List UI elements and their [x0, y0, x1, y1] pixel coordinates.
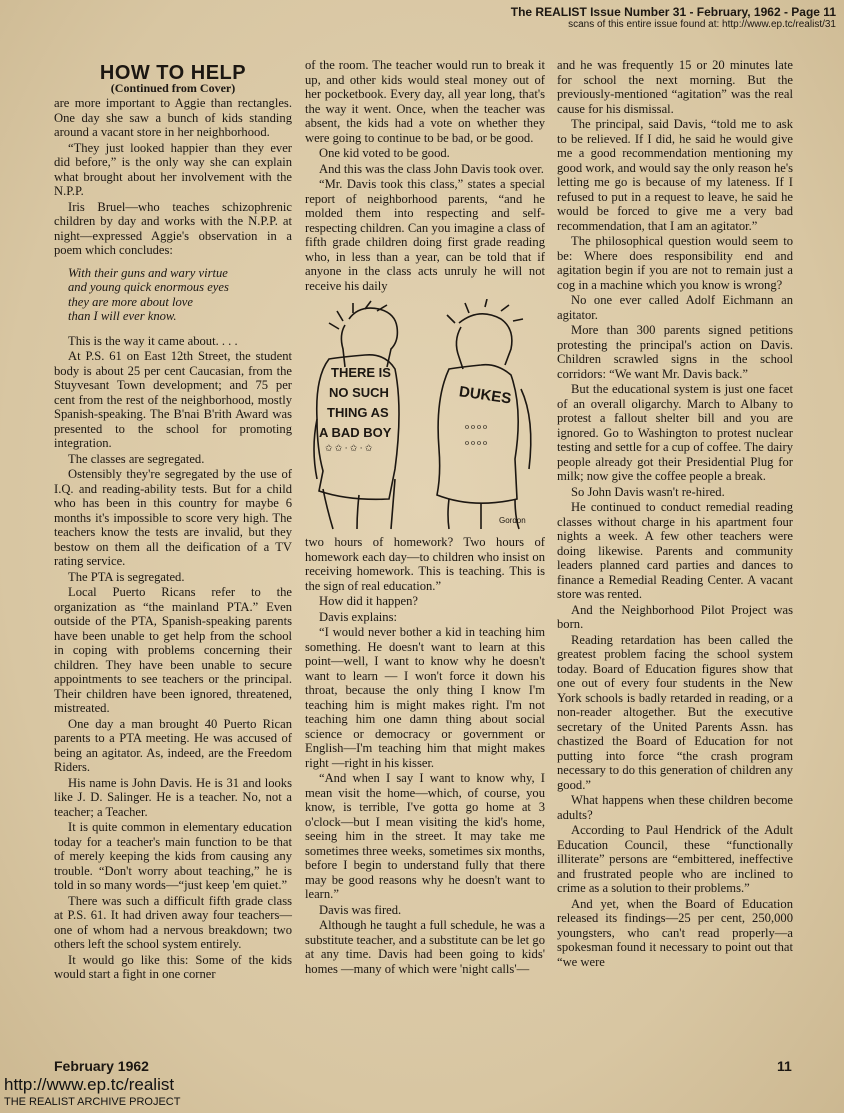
cartoon-sign-line: THING AS: [327, 405, 389, 420]
footer-date: February 1962: [54, 1058, 149, 1074]
column-2: [305, 58, 545, 977]
paragraph: Iris Bruel—who teaches schizophrenic children by day and works with the N.P.P. at night—expressed Aggie's observation in a poem which concludes:: [54, 199, 292, 257]
paragraph: “I would never bother a kid in teaching him something. He doesn't want to learn at this point—well, I want to know why he doesn't want to learn — I won't force it down his throat, because the only thing I know I'm teaching him is might makes right. I'm not teaching him one damn thing about social science or democracy or government or English—I'm teaching him that might makes right —right in his kisser.: [305, 625, 545, 770]
paragraph: One day a man brought 40 Puerto Rican parents to a PTA meeting. He was accused of being an agitator. As, indeed, are the Freedom Riders.: [54, 716, 292, 774]
poem: [68, 266, 292, 324]
cartoon-signature: Gordon: [499, 516, 526, 525]
paragraph: Although he taught a full schedule, he was a substitute teacher, and a substitute can be let go at any time. Davis had been going to kids' homes —many of which were 'night calls'—: [305, 918, 545, 976]
article-title: HOW TO HELP: [99, 62, 247, 84]
paragraph: This is the way it came about. . . .: [68, 333, 238, 348]
cartoon-illustration: [309, 299, 539, 531]
paragraph: There was such a difficult fifth grade class at P.S. 61. It had driven away four teachers—one of whom had a nervous breakdown; two others left the school system entirely.: [54, 893, 292, 951]
paragraph: two hours of homework? Two hours of homework each day—to children who insist on receiving homework. This is teaching. This is the sign of real education.”: [305, 535, 545, 593]
paragraph: and he was frequently 15 or 20 minutes late for school the next morning. But the previously-mentioned “agitation” was the real cause for his dismissal.: [557, 58, 793, 116]
article-subtitle: (Continued from Cover): [110, 80, 236, 95]
paragraph: And the Neighborhood Pilot Project was born.: [557, 602, 793, 631]
paragraph: The philosophical question would seem to be: Where does responsibility end and agitation begin if you are not to remain just a cog in a machine which you know is wrong?: [557, 234, 793, 292]
paragraph: “And when I say I want to know why, I mean visit the home—which, of course, you know, is terrible, I've gotta go home at 3 o'clock—but I mean visiting the kid's home, seeing him in the street. It may take me sometimes three weeks, sometimes six months, before I begin to understand fully that there may be good reasons why he doesn't want to learn.”: [305, 771, 545, 901]
paragraph: According to Paul Hendrick of the Adult Education Council, these “functionally illiterate” persons are “embittered, ineffective and frustrated people who are inclined to crime as a solution to their problems.”: [557, 823, 793, 895]
star-decoration: ✩ ✩ · ✩ · ✩: [325, 443, 373, 453]
paragraph: “They just looked happier than they ever did before,” is the only way she can explain what brought about her involvement with the N.P.P.: [54, 140, 292, 198]
paragraph: And yet, when the Board of Education released its findings—25 per cent, 250,000 youngsters, who can't read properly—a spokesman found it necessary to point out that “we were: [557, 896, 793, 969]
paragraph: What happens when these children become adults?: [557, 793, 793, 822]
scans-link[interactable]: scans of this entire issue found at: http://www.ep.tc/realist/31: [568, 19, 836, 30]
paragraph: Davis was fired.: [319, 902, 402, 917]
poem-line: With their guns and wary virtue: [68, 265, 228, 280]
paragraph: The PTA is segregated.: [68, 569, 185, 584]
paragraph: It is quite common in elementary education today for a teacher's main function to be that of merely keeping the kids from causing any trouble. “Don't worry about teaching,” he is told in so many words—“just keep 'em quiet.”: [54, 820, 292, 892]
cartoon-jacket-text: DUKES: [457, 383, 513, 408]
paragraph: His name is John Davis. He is 31 and looks like J. D. Salinger. He is a teacher. No, not a teacher; a Teacher.: [54, 775, 292, 819]
paragraph: How did it happen?: [319, 594, 418, 608]
cartoon-sign-line: THERE IS: [331, 365, 391, 380]
paragraph: Ostensibly they're segregated by the use of I.Q. and reading-ability tests. But for a child who has been in this country for maybe 6 months it's impossible to score very high. The teachers know the tests are invalid, but they bestow on them all the deification of a TV rating service.: [54, 467, 292, 568]
cartoon-sign-line: NO SUCH: [329, 385, 389, 400]
studs-decoration: o o o o: [465, 438, 487, 447]
cartoon-sign-line: A BAD BOY: [319, 425, 392, 440]
page-number: 11: [777, 1058, 792, 1074]
paragraph: More than 300 parents signed petitions protesting the principal's action on Davis. Children scrawled signs in the school corridors: “We want Mr. Davis back.”: [557, 323, 793, 381]
archive-name: THE REALIST ARCHIVE PROJECT: [4, 1096, 181, 1108]
paragraph: It would go like this: Some of the kids would start a fight in one corner: [54, 952, 292, 981]
paragraph: Reading retardation has been called the greatest problem facing the school system today. Board of Education figures show that one out of every four students in the New York schools is badly retarded in reading, or a non-reader altogether. But the executive secretary of the United Parents Assn. has chastized the Board of Education for not putting into force “the crash program necessary to do this generation of children any good.”: [557, 632, 793, 792]
paragraph: Local Puerto Ricans refer to the organization as “the mainland PTA.” Even outside of the PTA, Spanish-speaking parents have been unable to get help from the school in coping with problems concerning their children. They have been unable to secure appointments to see teachers or the principal. Their children have been ignored, threatened, mistreated.: [54, 585, 292, 715]
paragraph: No one ever called Adolf Eichmann an agitator.: [557, 293, 793, 322]
paragraph: “Mr. Davis took this class,” states a special report of neighborhood parents, “and he molded them into respecting and self-respecting children. Can you imagine a class of fifth grade children doing first grade reading who, in less than a year, can be told that if anyone in the class acts unruly he will not receive his daily: [305, 177, 545, 293]
paragraph: So John Davis wasn't re-hired.: [571, 484, 725, 499]
paragraph: Davis explains:: [319, 609, 397, 624]
studs-decoration: o o o o: [465, 422, 487, 431]
paragraph: The principal, said Davis, “told me to ask to be relieved. If I did, he said he would give me a good recommendation mentioning my good work, and would say the only reason he's letting me go is because of my lateness. If I refused to put in a request to leave, he said he would be forced to give me a very bad recommendation, that I am an agitator.”: [557, 117, 793, 233]
paragraph: At P.S. 61 on East 12th Street, the student body is about 25 per cent Caucasian, from the Stuyvesant Town development; and 75 per cent from the rest of the neighborhood, mostly Spanish-speaking. The B'nai B'rith Award was presented to the school for promoting integration.: [54, 349, 292, 450]
poem-line: than I will ever know.: [68, 309, 177, 323]
paragraph: The classes are segregated.: [68, 451, 205, 466]
column-3: [557, 58, 793, 970]
paragraph: But the educational system is just one facet of an overall oligarchy. March to Albany to protest a fallout shelter bill and you are ignored. Go to Washington to protest nuclear testing and settle for a cup of coffee. The dairy people already got their Presidential Plug for milk; now give the coffee people a break.: [557, 382, 793, 483]
archive-url-link[interactable]: http://www.ep.tc/realist: [4, 1075, 175, 1094]
paragraph: One kid voted to be good.: [319, 146, 450, 160]
scan-header: [511, 5, 836, 31]
paragraph: of the room. The teacher would run to break it up, and other kids would steal money out of her pocketbook. Every day, all year long, that's the way it went. Once, when the teacher was absent, the kids had a vote on whether they were going to continue to be bad, or be good.: [305, 58, 545, 145]
poem-line: they are more about love: [68, 294, 193, 309]
paragraph: And this was the class John Davis took over.: [319, 161, 544, 176]
paragraph: He continued to conduct remedial reading classes without charge in his apartment four nights a week. A few other teachers were doing likewise. Parents and community leaders planned card parties and dances to finance a Remedial Reading Center. A vacant store was rented.: [557, 500, 793, 601]
paragraph: are more important to Aggie than rectangles. One day she saw a bunch of kids standing around a vacant store in her neighborhood.: [54, 96, 292, 139]
issue-line: The REALIST Issue Number 31 - February, 1962 - Page 11: [510, 5, 836, 19]
poem-line: and young quick enormous eyes: [68, 280, 229, 294]
column-1: [54, 62, 292, 983]
